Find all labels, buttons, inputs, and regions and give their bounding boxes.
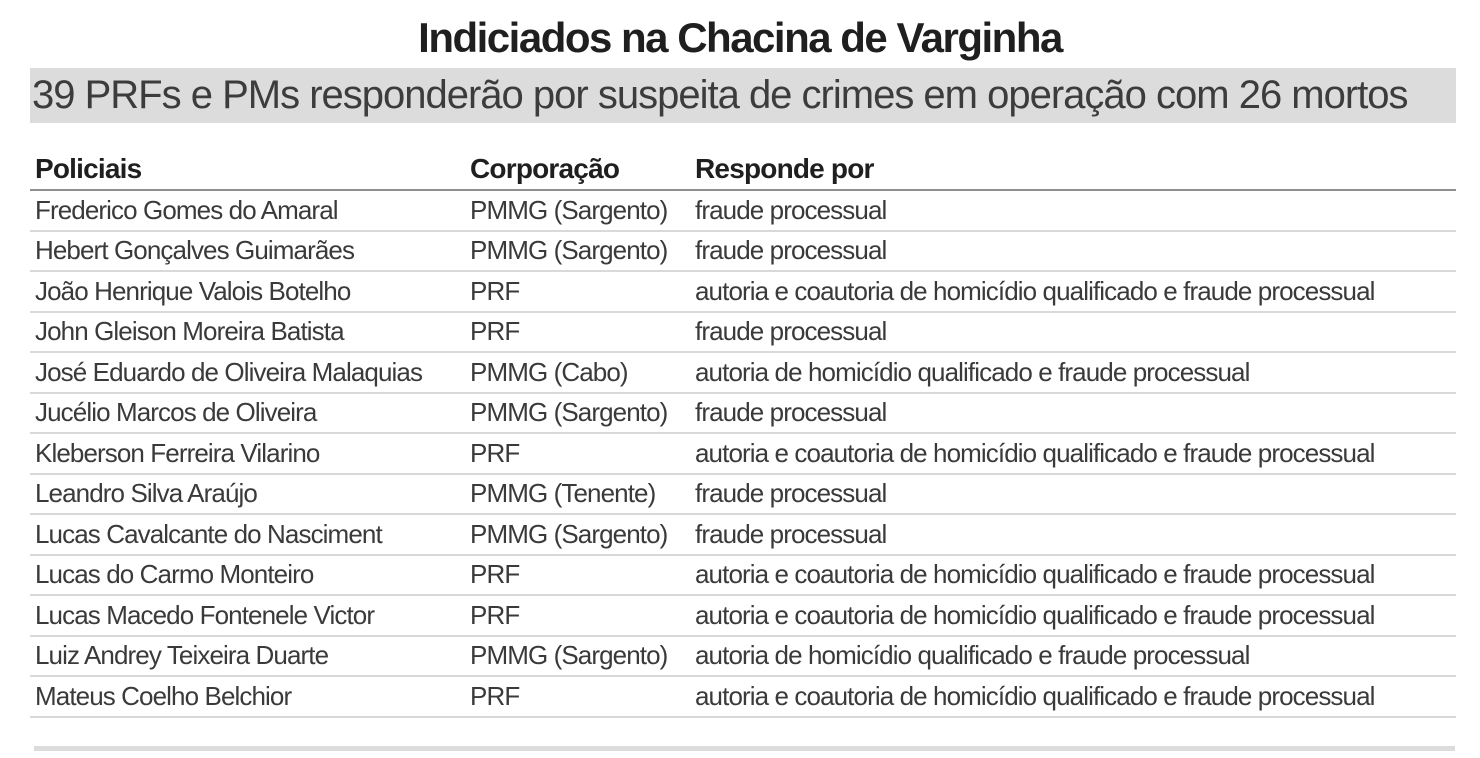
cell-policial: Hebert Gonçalves Guimarães: [30, 231, 470, 272]
cell-corporacao: PMMG (Sargento): [470, 514, 695, 555]
cell-corporacao: PMMG (Sargento): [470, 393, 695, 434]
cell-corporacao: PMMG (Cabo): [470, 352, 695, 393]
page-title: Indiciados na Chacina de Varginha: [418, 14, 1062, 61]
table-body: [30, 190, 1456, 717]
cell-responde-por: autoria e coautoria de homicídio qualificado e fraude processual: [695, 555, 1456, 596]
cell-corporacao: PMMG (Sargento): [470, 636, 695, 677]
table-row: [30, 271, 1456, 312]
table-row: [30, 514, 1456, 555]
cell-policial: Leandro Silva Araújo: [30, 474, 470, 515]
table-row: [30, 474, 1456, 515]
table-row: [30, 676, 1456, 717]
subtitle-band: [30, 68, 1456, 123]
cell-policial: Lucas do Carmo Monteiro: [30, 555, 470, 596]
cell-corporacao: PRF: [470, 595, 695, 636]
cell-corporacao: PRF: [470, 555, 695, 596]
cell-corporacao: PRF: [470, 676, 695, 717]
cell-corporacao: PMMG (Sargento): [470, 190, 695, 231]
cell-corporacao: PRF: [470, 433, 695, 474]
cell-responde-por: autoria de homicídio qualificado e fraude processual: [695, 636, 1456, 677]
cell-responde-por: fraude processual: [695, 231, 1456, 272]
table-row: [30, 231, 1456, 272]
cell-responde-por: autoria e coautoria de homicídio qualificado e fraude processual: [695, 433, 1456, 474]
cell-responde-por: autoria de homicídio qualificado e fraude processual: [695, 352, 1456, 393]
cell-policial: José Eduardo de Oliveira Malaquias: [30, 352, 470, 393]
cell-policial: Kleberson Ferreira Vilarino: [30, 433, 470, 474]
cell-responde-por: fraude processual: [695, 474, 1456, 515]
table-row: [30, 636, 1456, 677]
table-row: [30, 555, 1456, 596]
cell-policial: Luiz Andrey Teixeira Duarte: [30, 636, 470, 677]
bottom-divider: [34, 746, 1455, 751]
cell-corporacao: PMMG (Tenente): [470, 474, 695, 515]
table-row: [30, 433, 1456, 474]
table-row: [30, 595, 1456, 636]
table-row: [30, 393, 1456, 434]
cell-responde-por: fraude processual: [695, 312, 1456, 353]
cell-policial: Mateus Coelho Belchior: [30, 676, 470, 717]
cell-corporacao: PRF: [470, 271, 695, 312]
cell-policial: Lucas Macedo Fontenele Victor: [30, 595, 470, 636]
cell-responde-por: fraude processual: [695, 514, 1456, 555]
table-row: [30, 312, 1456, 353]
cell-responde-por: autoria e coautoria de homicídio qualificado e fraude processual: [695, 676, 1456, 717]
cell-corporacao: PRF: [470, 312, 695, 353]
column-header-corporacao: Corporação: [470, 148, 695, 190]
table-header-row: [30, 148, 1456, 190]
cell-policial: Frederico Gomes do Amaral: [30, 190, 470, 231]
cell-corporacao: PMMG (Sargento): [470, 231, 695, 272]
indicted-officers-table: [30, 148, 1456, 718]
cell-responde-por: autoria e coautoria de homicídio qualificado e fraude processual: [695, 271, 1456, 312]
table-row: [30, 352, 1456, 393]
cell-responde-por: autoria e coautoria de homicídio qualificado e fraude processual: [695, 595, 1456, 636]
column-header-responde-por: Responde por: [695, 148, 1456, 190]
table-row: [30, 190, 1456, 231]
subtitle-text: 39 PRFs e PMs responderão por suspeita de crimes em operação com 26 mortos: [32, 73, 1408, 117]
cell-policial: João Henrique Valois Botelho: [30, 271, 470, 312]
table-header: [30, 148, 1456, 190]
cell-policial: Lucas Cavalcante do Nasciment: [30, 514, 470, 555]
cell-policial: Jucélio Marcos de Oliveira: [30, 393, 470, 434]
cell-responde-por: fraude processual: [695, 190, 1456, 231]
cell-responde-por: fraude processual: [695, 393, 1456, 434]
column-header-policiais: Policiais: [30, 148, 470, 190]
cell-policial: John Gleison Moreira Batista: [30, 312, 470, 353]
